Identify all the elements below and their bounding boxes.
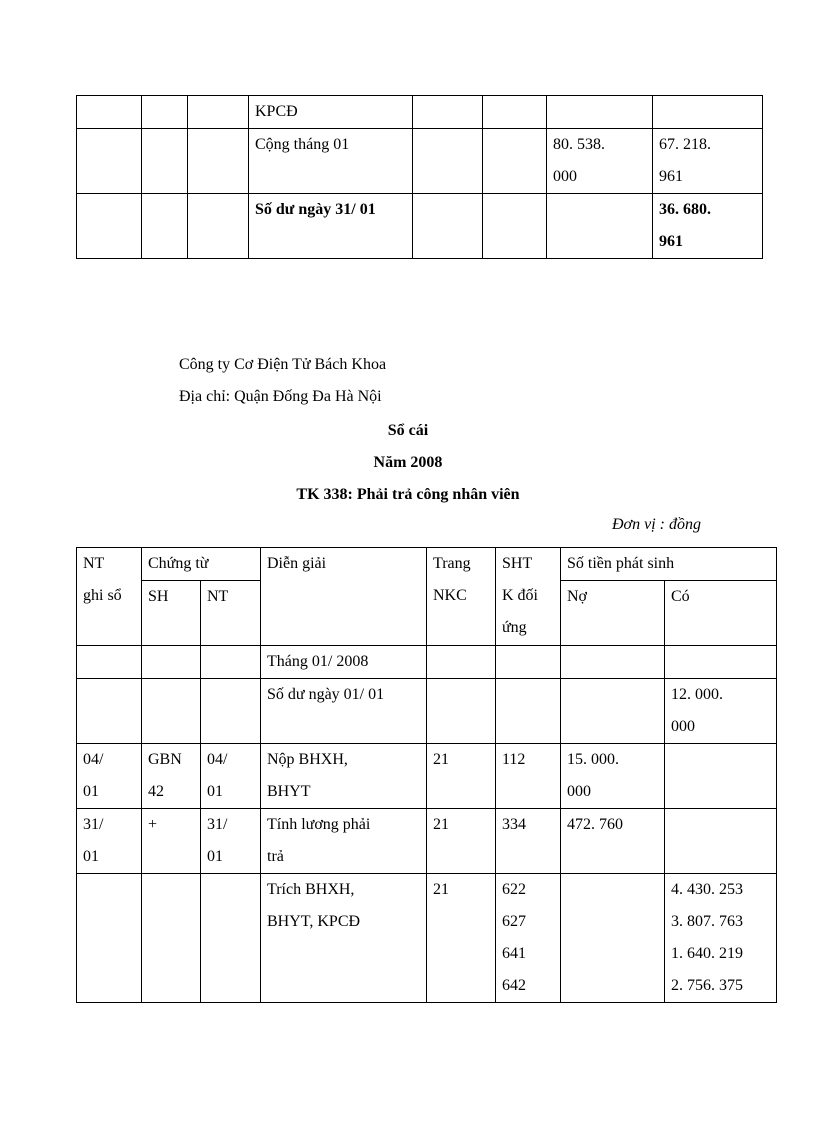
debit-cell — [547, 194, 653, 259]
currency-unit: Đơn vị : đồng — [612, 516, 701, 533]
row-description: Số dư ngày 31/ 01 — [249, 194, 413, 259]
credit-cell — [653, 96, 763, 129]
credit-cell: 36. 680. 961 — [653, 194, 763, 259]
header-sh: SH — [142, 581, 201, 646]
table-row — [77, 96, 763, 129]
row-description: Trích BHXH, BHYT, KPCĐ — [261, 874, 427, 1003]
ledger-account: TK 338: Phải trả công nhân viên — [296, 486, 520, 503]
header-dien-giai: Diễn giải — [261, 548, 427, 646]
company-address: Địa chỉ: Quận Đống Đa Hà Nội — [179, 388, 382, 405]
ledger-table — [76, 547, 777, 1003]
company-name: Công ty Cơ Điện Tử Bách Khoa — [179, 356, 387, 373]
header-nt-ghi-so: NT ghi sổ — [77, 548, 142, 646]
row-description: KPCĐ — [249, 96, 413, 129]
table-row: 04/ 01 GBN 42 04/ 01 Nộp BHXH, BHYT 21 112 15. 000. 000 — [77, 744, 777, 809]
header-so-tien: Số tiền phát sinh — [561, 548, 777, 581]
table-row: 31/ 01 + 31/ 01 Tính lương phải trả 21 334 472. 760 — [77, 809, 777, 874]
ledger-year: Năm 2008 — [373, 454, 443, 471]
header-sht-doi-ung: SHT K đối ứng — [496, 548, 561, 646]
debit-cell — [547, 96, 653, 129]
row-description: Nộp BHXH, BHYT — [261, 744, 427, 809]
debit-cell: 80. 538. 000 — [547, 129, 653, 194]
table-row: Trích BHXH, BHYT, KPCĐ 21 622 627 641 642 4. 430. 253 3. 807. 763 1. 640. 219 2. 756. 375 — [77, 874, 777, 1003]
header-nt: NT — [201, 581, 261, 646]
table-row — [77, 646, 777, 679]
header-co: Có — [665, 581, 777, 646]
table-row — [77, 129, 763, 194]
header-trang-nkc: Trang NKC — [427, 548, 496, 646]
row-description: Tháng 01/ 2008 — [261, 646, 427, 679]
credit-cell: 67. 218. 961 — [653, 129, 763, 194]
top-continuation-table — [76, 95, 763, 259]
ledger-title: Sổ cái — [387, 422, 429, 439]
row-description: Số dư ngày 01/ 01 — [261, 679, 427, 744]
row-description: Tính lương phải trả — [261, 809, 427, 874]
header-no: Nợ — [561, 581, 665, 646]
header-chung-tu: Chứng từ — [142, 548, 261, 581]
table-header-row — [77, 548, 777, 581]
table-row: Số dư ngày 01/ 01 12. 000. 000 — [77, 679, 777, 744]
row-description: Cộng tháng 01 — [249, 129, 413, 194]
table-row — [77, 194, 763, 259]
